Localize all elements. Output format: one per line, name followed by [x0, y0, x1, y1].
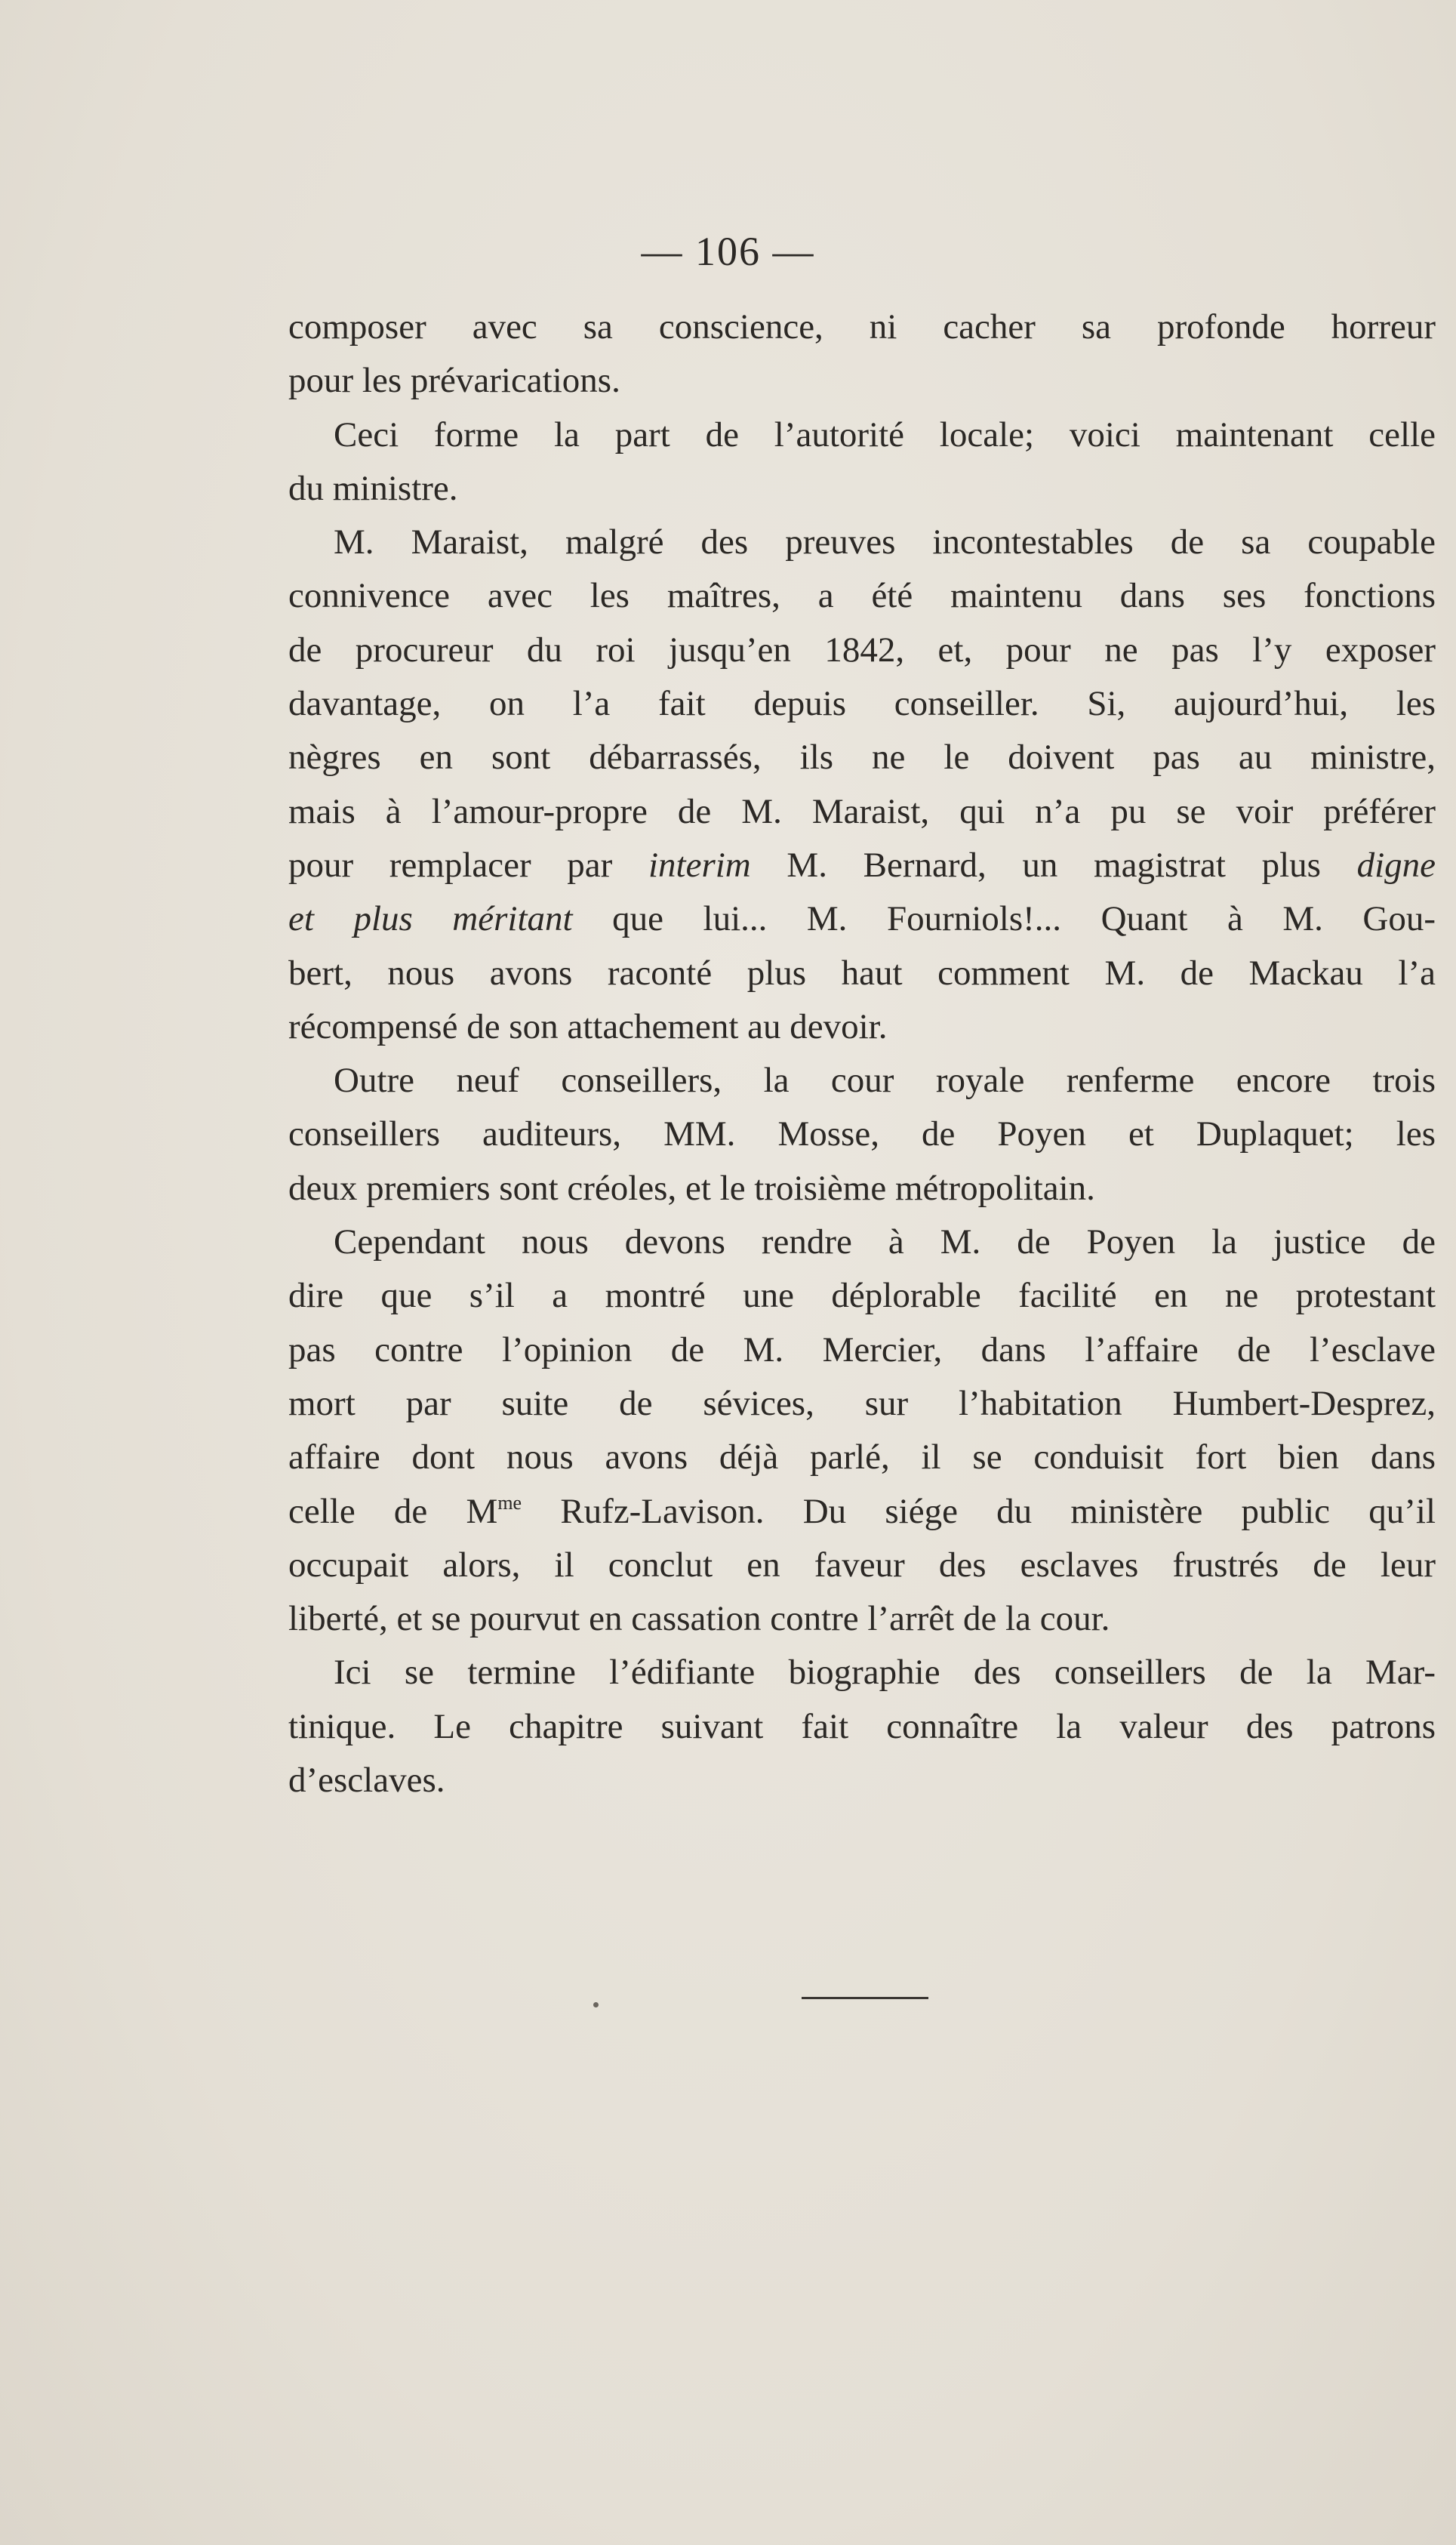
text-line: dire que s’il a montré une déplorable facilité en ne protestant	[288, 1276, 1436, 1316]
text-line: bert, nous avons raconté plus haut comment M. de Mackau l’a	[288, 953, 1436, 993]
text-line: Ici se termine l’édifiante biographie des conseillers de la Mar-	[334, 1653, 1436, 1693]
text-line: conseillers auditeurs, MM. Mosse, de Poyen et Duplaquet; les	[288, 1114, 1436, 1154]
text-line: davantage, on l’a fait depuis conseiller. Si, aujourd’hui, les	[288, 684, 1436, 724]
text-line: tinique. Le chapitre suivant fait connaître la valeur des patrons	[288, 1706, 1436, 1746]
text-segment: celle de M	[288, 1491, 498, 1531]
superscript: me	[497, 1491, 522, 1514]
text-line: affaire dont nous avons déjà parlé, il se conduisit fort bien dans	[288, 1437, 1436, 1477]
text-line: Cependant nous devons rendre à M. de Poyen la justice de	[334, 1222, 1436, 1262]
body-text	[288, 300, 1436, 1807]
text-line: de procureur du roi jusqu’en 1842, et, pour ne pas l’y exposer	[288, 630, 1436, 670]
text-segment: Rufz-Lavison. Du siége du ministère public qu’il	[560, 1491, 1436, 1531]
text-line: mais à l’amour-propre de M. Maraist, qui n’a pu se voir préférer	[288, 791, 1436, 831]
text-line: mort par suite de sévices, sur l’habitation Humbert-Desprez,	[288, 1383, 1436, 1423]
text-segment: pour remplacer par	[288, 845, 613, 885]
page-number: — 106 —	[641, 229, 815, 274]
text-line: occupait alors, il conclut en faveur des esclaves frustrés de leur	[288, 1545, 1436, 1585]
text-line: connivence avec les maîtres, a été maintenu dans ses fonctions	[288, 576, 1436, 616]
text-line: Outre neuf conseillers, la cour royale renferme encore trois	[334, 1061, 1436, 1101]
ink-speck	[593, 2002, 599, 2007]
text-line: d’esclaves.	[288, 1761, 445, 1801]
text-segment: M. Bernard, un magistrat plus	[786, 845, 1321, 885]
text-line: récompensé de son attachement au devoir.	[288, 1006, 888, 1046]
text-line: liberté, et se pourvut en cassation contre l’arrêt de la cour.	[288, 1599, 1110, 1639]
text-line: composer avec sa conscience, ni cacher sa profonde horreur	[288, 307, 1436, 347]
italic-term: digne	[1356, 845, 1436, 885]
text-line: deux premiers sont créoles, et le troisième métropolitain.	[288, 1168, 1095, 1208]
italic-term: et plus méritant	[288, 899, 573, 939]
text-line: nègres en sont débarrassés, ils ne le doivent pas au ministre,	[288, 738, 1436, 778]
text-line: pour les prévarications.	[288, 361, 620, 401]
section-end-rule	[802, 1997, 928, 1999]
text-line: pas contre l’opinion de M. Mercier, dans l’affaire de l’esclave	[288, 1330, 1436, 1370]
text-line-mixed	[288, 1485, 1436, 1539]
text-line: Ceci forme la part de l’autorité locale; voici maintenant celle	[334, 414, 1436, 454]
text-segment: que lui... M. Fourniols!... Quant à M. Gou-	[612, 899, 1436, 939]
text-line-mixed	[288, 839, 1436, 892]
text-line: M. Maraist, malgré des preuves incontestables de sa coupable	[334, 522, 1436, 562]
text-line: du ministre.	[288, 468, 458, 508]
italic-term: interim	[648, 845, 751, 885]
text-line-mixed	[288, 892, 1436, 946]
